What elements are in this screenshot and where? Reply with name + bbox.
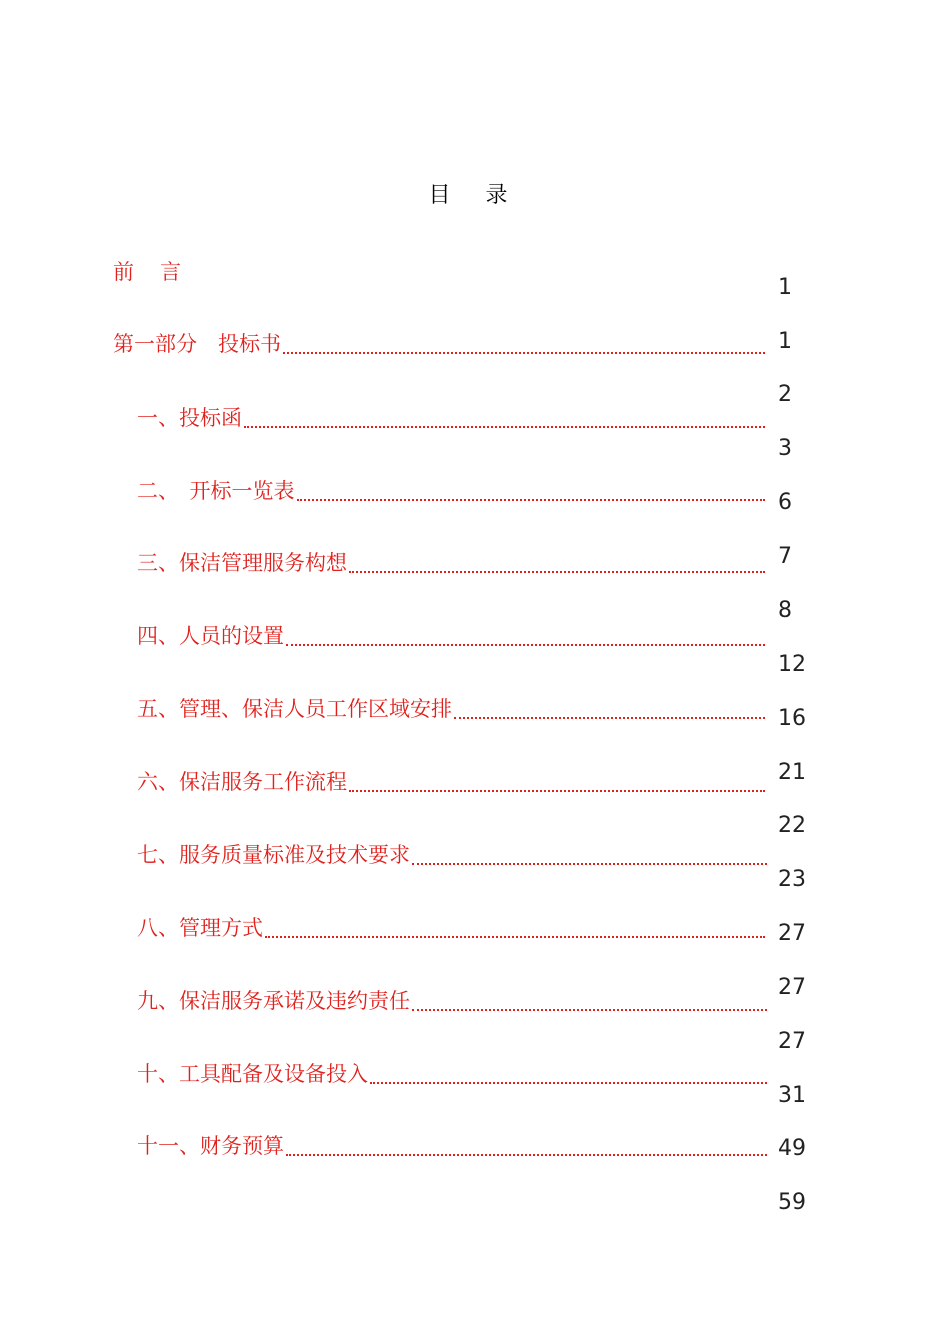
page-number: 27	[778, 975, 806, 1000]
toc-label: 十、工具配备及设备投入	[137, 1062, 368, 1086]
toc-leader-dots	[286, 1154, 767, 1156]
toc-leader-dots	[349, 790, 765, 792]
toc-leader-dots	[283, 352, 765, 354]
page-number: 1	[778, 329, 792, 354]
toc-leader-dots	[370, 1082, 767, 1084]
toc-leader-dots	[349, 571, 765, 573]
page-number: 49	[778, 1136, 806, 1161]
toc-leader-dots	[286, 644, 765, 646]
toc-entry-4[interactable]	[137, 618, 765, 650]
toc-label: 五、管理、保洁人员工作区域安排	[137, 697, 452, 721]
page-number: 16	[778, 706, 806, 731]
page-number: 8	[778, 598, 792, 623]
page-number: 3	[778, 436, 792, 461]
toc-label: 八、管理方式	[137, 916, 263, 940]
toc-entry-9[interactable]	[137, 983, 767, 1015]
page-number: 12	[778, 652, 806, 677]
toc-entry-preface[interactable]	[113, 254, 313, 286]
toc-entry-11[interactable]	[137, 1128, 767, 1160]
page-number: 27	[778, 1029, 806, 1054]
page-number: 1	[778, 275, 792, 300]
toc-label: 七、服务质量标准及技术要求	[137, 843, 410, 867]
page-number: 23	[778, 867, 806, 892]
page-number: 7	[778, 544, 792, 569]
page-number: 59	[778, 1190, 806, 1215]
toc-leader-dots	[297, 499, 766, 501]
toc-entry-8[interactable]	[137, 910, 765, 942]
toc-entry-3[interactable]	[137, 545, 765, 577]
toc-label: 一、投标函	[137, 406, 242, 430]
toc-label: 四、人员的设置	[137, 624, 284, 648]
toc-label: 第一部分 投标书	[113, 332, 281, 356]
toc-entry-2[interactable]	[137, 473, 765, 505]
toc-label: 九、保洁服务承诺及违约责任	[137, 989, 410, 1013]
toc-entry-7[interactable]	[137, 837, 767, 869]
page-number: 6	[778, 490, 792, 515]
toc-leader-dots	[244, 426, 765, 428]
page-number: 31	[778, 1083, 806, 1108]
page-number: 2	[778, 382, 792, 407]
page-number: 21	[778, 760, 806, 785]
toc-entry-1[interactable]	[137, 400, 765, 432]
toc-label: 六、保洁服务工作流程	[137, 770, 347, 794]
page-number: 22	[778, 813, 806, 838]
toc-entry-part-1[interactable]	[113, 326, 765, 358]
toc-leader-dots	[265, 936, 765, 938]
toc-label: 十一、财务预算	[137, 1134, 284, 1158]
toc-entry-6[interactable]	[137, 764, 765, 796]
toc-label: 二、 开标一览表	[137, 479, 295, 503]
toc-leader-dots	[412, 863, 767, 865]
toc-label: 三、保洁管理服务构想	[137, 551, 347, 575]
page-number: 27	[778, 921, 806, 946]
toc-label-preface-1: 前	[113, 260, 134, 284]
toc-leader-dots	[454, 717, 765, 719]
toc-label-preface-2: 言	[160, 260, 181, 284]
toc-leader-dots	[412, 1009, 767, 1011]
toc-entry-5[interactable]	[137, 691, 765, 723]
toc-entry-10[interactable]	[137, 1056, 767, 1088]
page-title: 目 录	[428, 183, 522, 208]
